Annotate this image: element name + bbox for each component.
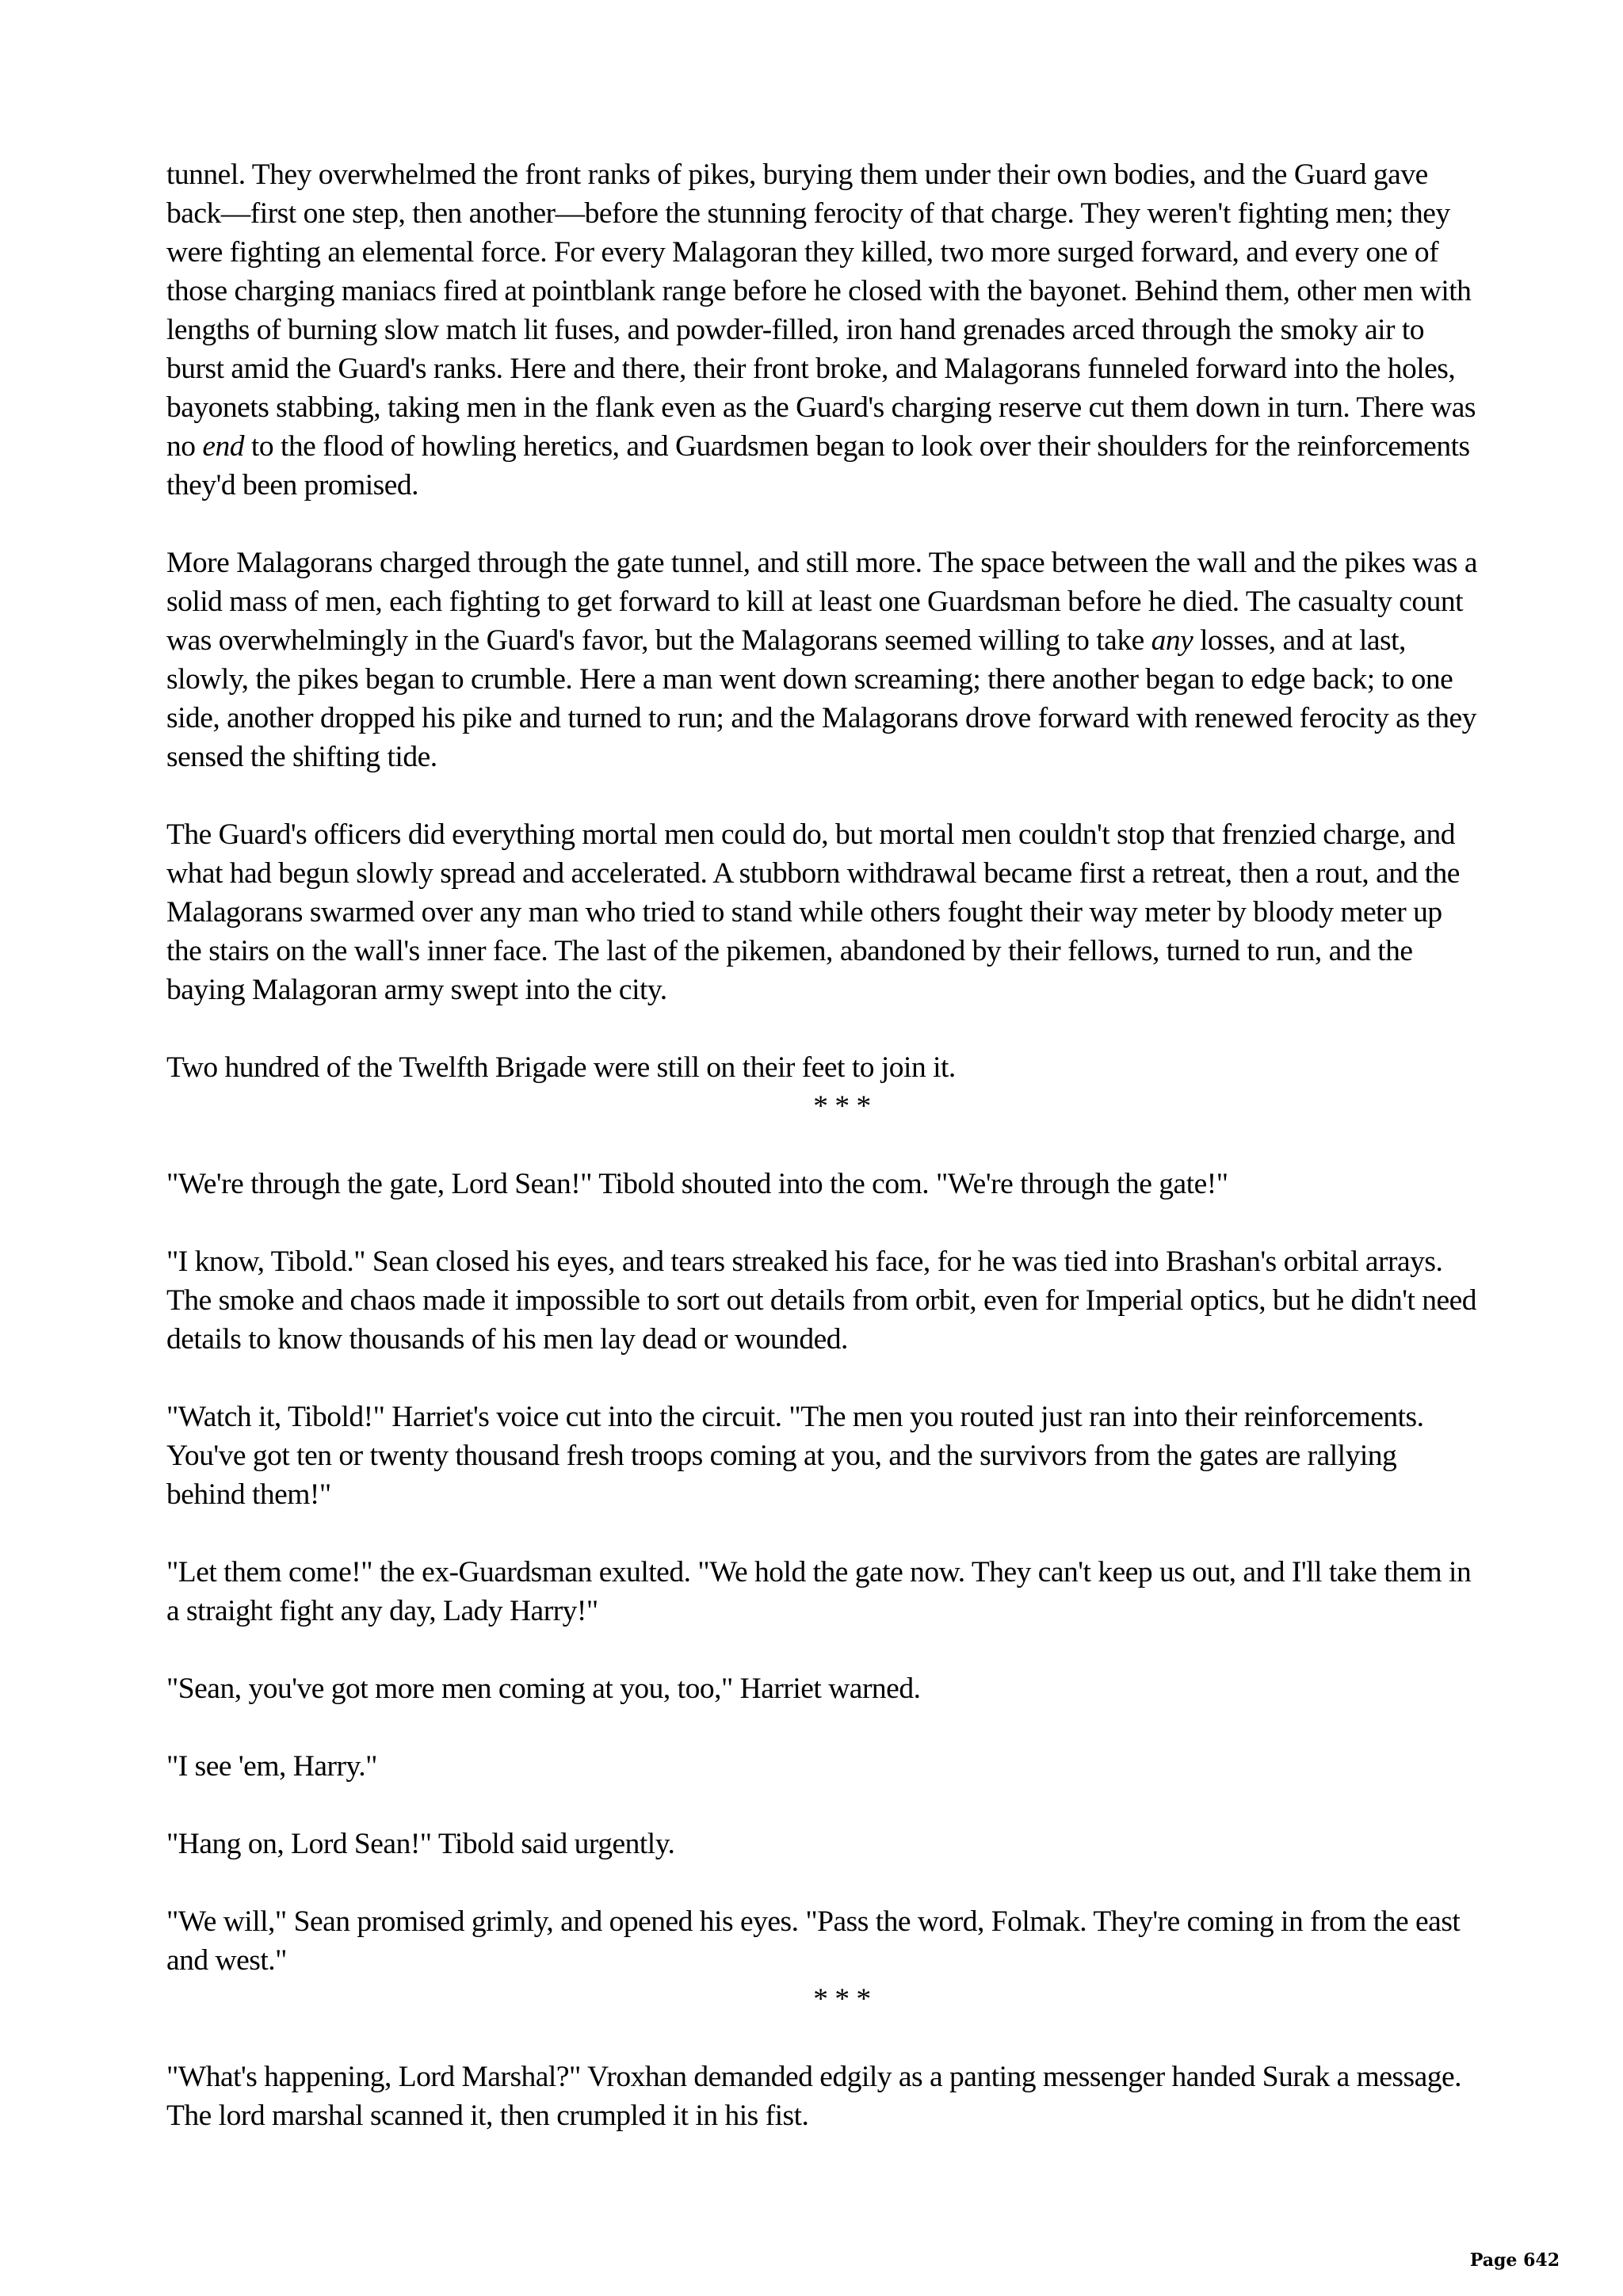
text-run: tunnel. They overwhelmed the front ranks of pikes, burying them under their own bodies, and the Guard gave back—first one step, then another—before the stunning ferocity of that charge. They weren't fighting men; they were fighting an elemental force. For every Malagoran they killed, two more surged forward, and every one of those charging maniacs fired at pointblank range before he closed with the bayonet. Behind them, other men with lengths of burning slow match lit fuses, and powder-filled, iron hand grenades arced through the smoky air to burst amid the Guard's ranks. Here and there, their front broke, and Malagorans funneled forward into the holes, bayonets stabbing, taking men in the flank even as the Guard's charging reserve cut them down in turn. There was no xyxy=(166,158,1476,463)
text-run: "Watch it, Tibold!" Harriet's voice cut into the circuit. "The men you routed just ran into their reinforcements. You've got ten or twenty thousand fresh troops coming at you, and the survivors from the gates are rallying behind them!" xyxy=(166,1401,1424,1511)
text-run: "Hang on, Lord Sean!" Tibold said urgently. xyxy=(166,1828,675,1860)
text-run: * * * xyxy=(813,1983,871,2016)
paragraph xyxy=(166,2058,1482,2135)
text-run: "We're through the gate, Lord Sean!" Tibold shouted into the com. "We're through the gate!" xyxy=(166,1168,1228,1200)
paragraph xyxy=(166,1669,1482,1708)
paragraph xyxy=(166,155,1482,505)
emphasis-text: end xyxy=(202,430,245,463)
text-run: "Sean, you've got more men coming at you, too," Harriet warned. xyxy=(166,1672,921,1705)
text-run: The Guard's officers did everything mortal men could do, but mortal men couldn't stop that frenzied charge, and what had begun slowly spread and accelerated. A stubborn withdrawal became first a retreat, then a rout, and the Malagorans swarmed over any man who tried to stand while others fought their way meter by bloody meter up the stairs on the wall's inner face. The last of the pikemen, abandoned by their fellows, turned to run, and the baying Malagoran army swept into the city. xyxy=(166,818,1460,1006)
text-run: to the flood of howling heretics, and Guardsmen began to look over their shoulders for the reinforcements they'd been promised. xyxy=(166,430,1470,502)
text-run: "Let them come!" the ex-Guardsman exulted. "We hold the gate now. They can't keep us out, and I'll take them in a straight fight any day, Lady Harry!" xyxy=(166,1556,1472,1627)
text-run: "I know, Tibold." Sean closed his eyes, and tears streaked his face, for he was tied into Brashan's orbital arrays. The smoke and chaos made it impossible to sort out details from orbit, even for Imperial optics, but he didn't need details to know thousands of his men lay dead or wounded. xyxy=(166,1245,1477,1356)
paragraph xyxy=(166,815,1482,1009)
text-run: Two hundred of the Twelfth Brigade were still on their feet to join it. xyxy=(166,1051,956,1084)
paragraph xyxy=(166,543,1482,776)
text-run: losses, and at last, slowly, the pikes began to crumble. Here a man went down screaming; there another began to edge back; to one side, another dropped his pike and turned to run; and the Malagorans drove forward with renewed ferocity as they sensed the shifting tide. xyxy=(166,624,1476,773)
text-run: "What's happening, Lord Marshal?" Vroxhan demanded edgily as a panting messenger handed Surak a message. The lord marshal scanned it, then crumpled it in his fist. xyxy=(166,2061,1462,2132)
paragraph xyxy=(166,1825,1482,1863)
text-run: More Malagorans charged through the gate tunnel, and still more. The space between the wall and the pikes was a solid mass of men, each fighting to get forward to kill at least one Guardsman before he died. The casualty count was overwhelmingly in the Guard's favor, but the Malagorans seemed willing to take xyxy=(166,547,1478,657)
emphasis-text: any xyxy=(1151,624,1193,657)
paragraph xyxy=(166,1165,1482,1203)
page-number: Page 642 xyxy=(1469,2250,1560,2271)
paragraph xyxy=(166,1902,1482,1980)
text-run: "I see 'em, Harry." xyxy=(166,1750,377,1783)
scene-break xyxy=(166,1980,1482,2019)
paragraph xyxy=(166,1242,1482,1359)
paragraph xyxy=(166,1747,1482,1786)
text-run: * * * xyxy=(813,1090,871,1123)
scene-break xyxy=(166,1087,1482,1126)
body-text xyxy=(166,155,1482,2174)
text-run: "We will," Sean promised grimly, and opened his eyes. "Pass the word, Folmak. They're coming in from the east and west." xyxy=(166,1905,1461,1977)
paragraph xyxy=(166,1398,1482,1514)
paragraph xyxy=(166,1048,1482,1087)
paragraph xyxy=(166,1553,1482,1630)
